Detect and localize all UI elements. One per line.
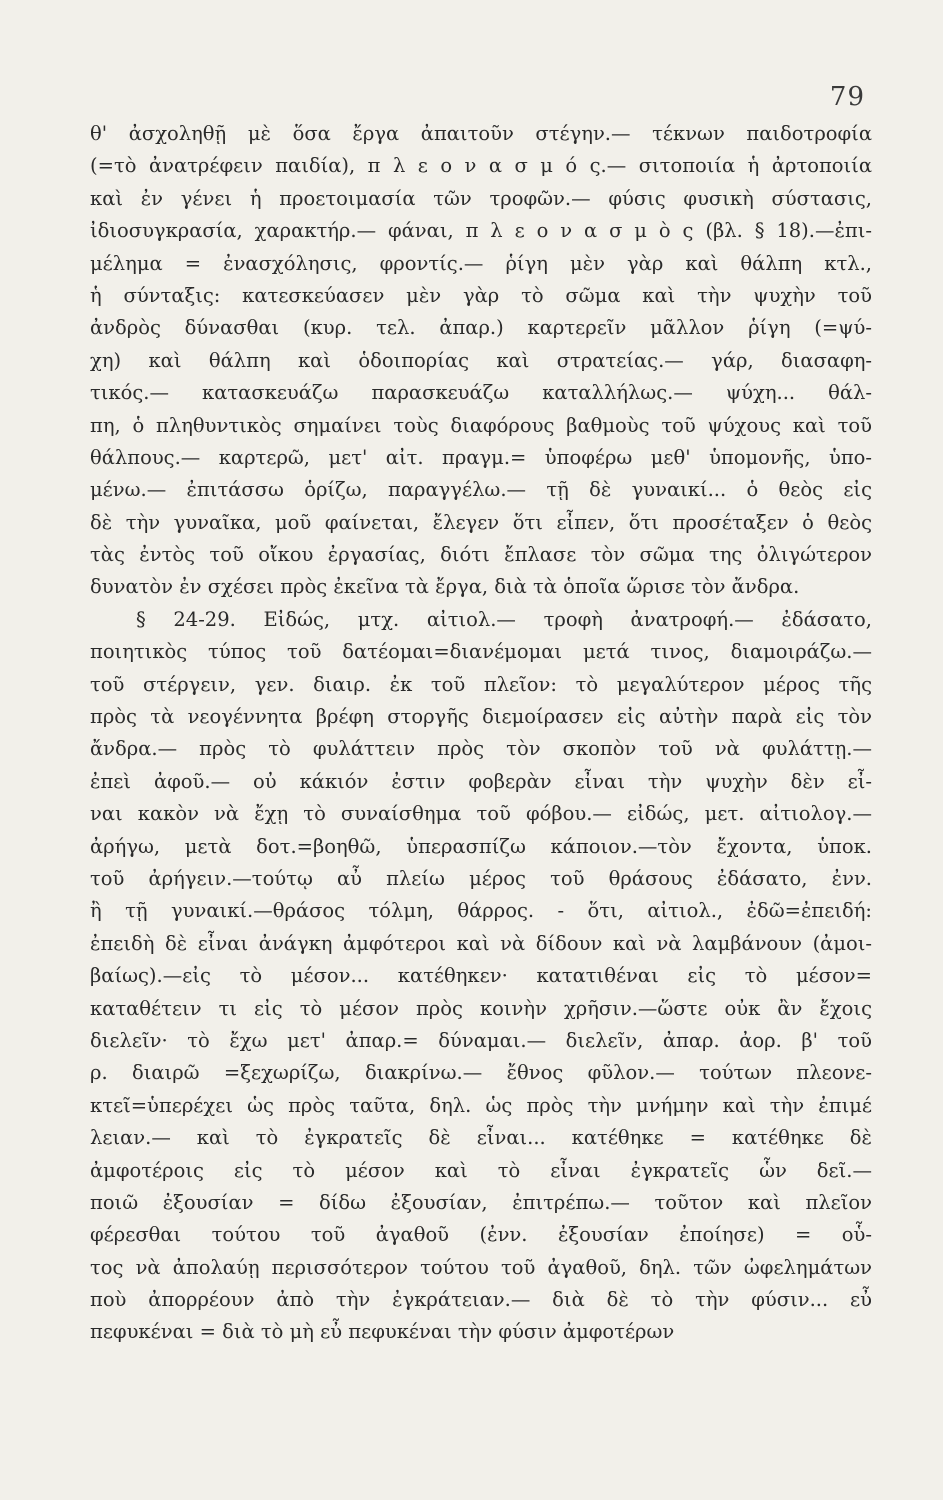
text-line: βαίως).—εἰς τὸ μέσον... κατέθηκεν· κατατιθέναι εἰς τὸ μέσον= xyxy=(90,964,872,988)
text-line: πρὸς τὰ νεογέννητα βρέφη στοργῆς διεμοίρασεν εἰς αὐτὴν παρὰ εἰς τὸν xyxy=(90,705,872,729)
text-line: φέρεσθαι τούτου τοῦ ἀγαθοῦ (ἐνν. ἐξουσίαν ἐποίησε) = οὗ- xyxy=(90,1223,872,1247)
text-line: τοῦ ἀρήγειν.—τούτῳ αὖ πλείω μέρος τοῦ θράσους ἐδάσατο, ἐνν. xyxy=(90,866,872,890)
text-line: ἀρήγω, μετὰ δοτ.=βοηθῶ, ὑπερασπίζω κάποιον.—τὸν ἔχοντα, ὑποκ. xyxy=(90,834,872,858)
text-line: δυνατὸν ἐν σχέσει πρὸς ἐκεῖνα τὰ ἔργα, διὰ τὰ ὁποῖα ὥρισε τὸν ἄνδρα. xyxy=(90,575,800,599)
text-line: καὶ ἐν γένει ἡ προετοιμασία τῶν τροφῶν.— φύσις φυσικὴ σύστασις, xyxy=(90,186,872,210)
text-line: διελεῖν· τὸ ἔχω μετ' ἀπαρ.= δύναμαι.— διελεῖν, ἀπαρ. ἀορ. β' τοῦ xyxy=(90,1028,872,1052)
text-line: μένω.— ἐπιτάσσω ὁρίζω, παραγγέλω.— τῇ δὲ γυναικί... ὁ θεὸς εἰς xyxy=(90,478,872,502)
text-line: ποὺ ἀπορρέουν ἀπὸ τὴν ἐγκράτειαν.— διὰ δὲ τὸ τὴν φύσιν... εὖ xyxy=(90,1288,872,1312)
text-line: (=τὸ ἀνατρέφειν παιδία), π λ ε ο ν α σ μ ό ς.— σιτοποιία ἡ ἀρτοποιία xyxy=(90,154,872,178)
text-line: ἰδιοσυγκρασία, χαρακτήρ.— φάναι, π λ ε ο ν α σ μ ὸ ς (βλ. § 18).—ἐπι- xyxy=(90,219,872,243)
text-line: πεφυκέναι = διὰ τὸ μὴ εὖ πεφυκέναι τὴν φύσιν ἀμφοτέρων xyxy=(90,1320,675,1344)
commentary-text xyxy=(90,118,872,1349)
text-line: μέλημα = ἐνασχόλησις, φροντίς.— ῥίγη μὲν γὰρ καὶ θάλπη κτλ., xyxy=(90,251,872,275)
text-line: ναι κακὸν νὰ ἔχῃ τὸ συναίσθημα τοῦ φόβου.— εἰδώς, μετ. αἰτιολογ.— xyxy=(90,802,872,826)
text-line: ἀμφοτέροις εἰς τὸ μέσον καὶ τὸ εἶναι ἐγκρατεῖς ὧν δεῖ.— xyxy=(90,1158,872,1182)
text-line: ἡ σύνταξις: κατεσκεύασεν μὲν γὰρ τὸ σῶμα καὶ τὴν ψυχὴν τοῦ xyxy=(90,283,872,307)
text-line: ρ. διαιρῶ =ξεχωρίζω, διακρίνω.— ἔθνος φῦλον.— τούτων πλεονε- xyxy=(90,1061,872,1085)
text-line: πη, ὁ πληθυντικὸς σημαίνει τοὺς διαφόρους βαθμοὺς τοῦ ψύχους καὶ τοῦ xyxy=(90,413,872,437)
text-line: καταθέτειν τι εἰς τὸ μέσον πρὸς κοινὴν χρῆσιν.—ὥστε οὐκ ἂν ἔχοις xyxy=(90,996,872,1020)
text-line: τοῦ στέργειν, γεν. διαιρ. ἐκ τοῦ πλεῖον: τὸ μεγαλύτερον μέρος τῆς xyxy=(90,672,872,696)
text-line: ἐπειδὴ δὲ εἶναι ἀνάγκη ἀμφότεροι καὶ νὰ δίδουν καὶ νὰ λαμβάνουν (ἀμοι- xyxy=(90,931,872,955)
text-line: ἐπεὶ ἀφοῦ.— οὐ κάκιόν ἐστιν φοβερὰν εἶναι τὴν ψυχὴν δὲν εἶ- xyxy=(90,769,872,793)
text-line: ἢ τῇ γυναικί.—θράσος τόλμη, θάρρος. - ὅτι, αἰτιολ., ἐδῶ=ἐπειδή: xyxy=(90,899,872,923)
text-line: ποιητικὸς τύπος τοῦ δατέομαι=διανέμομαι μετά τινος, διαμοιράζω.— xyxy=(90,640,872,664)
page-number: 79 xyxy=(829,82,865,112)
text-line: τος νὰ ἀπολαύῃ περισσότερον τούτου τοῦ ἀγαθοῦ, δηλ. τῶν ὠφελημάτων xyxy=(90,1255,872,1279)
text-line: χη) καὶ θάλπη καὶ ὁδοιπορίας καὶ στρατείας.— γάρ, διασαφη- xyxy=(90,348,872,372)
text-line: λειαν.— καὶ τὸ ἐγκρατεῖς δὲ εἶναι... κατέθηκε = κατέθηκε δὲ xyxy=(90,1126,872,1150)
text-line: § 24-29. Εἰδώς, μτχ. αἰτιολ.— τροφὴ ἀνατροφή.— ἐδάσατο, xyxy=(136,607,872,631)
text-line: τὰς ἐντὸς τοῦ οἴκου ἐργασίας, διότι ἔπλασε τὸν σῶμα της ὀλιγώτερον xyxy=(90,543,872,567)
text-line: θ' ἀσχοληθῇ μὲ ὅσα ἔργα ἀπαιτοῦν στέγην.— τέκνων παιδοτροφία xyxy=(90,122,872,145)
text-line: κτεῖ=ὑπερέχει ὡς πρὸς ταῦτα, δηλ. ὡς πρὸς τὴν μνήμην καὶ τὴν ἐπιμέ xyxy=(90,1093,872,1117)
text-line: ἄνδρα.— πρὸς τὸ φυλάττειν πρὸς τὸν σκοπὸν τοῦ νὰ φυλάττῃ.— xyxy=(90,737,872,761)
text-line: θάλπους.— καρτερῶ, μετ' αἰτ. πραγμ.= ὑποφέρω μεθ' ὑπομονῆς, ὑπο- xyxy=(90,445,872,469)
text-line: δὲ τὴν γυναῖκα, μοῦ φαίνεται, ἔλεγεν ὅτι εἶπεν, ὅτι προσέταξεν ὁ θεὸς xyxy=(90,510,872,534)
text-line: ἀνδρὸς δύνασθαι (κυρ. τελ. ἀπαρ.) καρτερεῖν μᾶλλον ῥίγη (=ψύ- xyxy=(90,316,872,340)
text-line: ποιῶ ἐξουσίαν = δίδω ἐξουσίαν, ἐπιτρέπω.— τοῦτον καὶ πλεῖον xyxy=(90,1190,872,1214)
text-line: τικός.— κατασκευάζω παρασκευάζω καταλλήλως.— ψύχη... θάλ- xyxy=(90,381,872,405)
